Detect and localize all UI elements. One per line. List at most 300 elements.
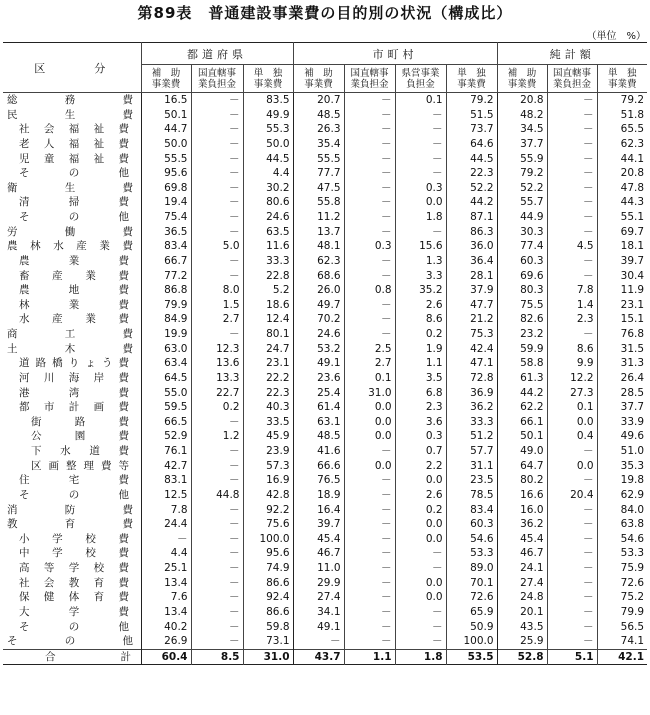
row-label-text: 農林水産業費 [7,240,133,253]
row-label [3,298,141,313]
table-cell: 1.8 [395,210,446,225]
table-cell: 82.6 [497,312,547,327]
table-cell: 6.8 [395,386,446,401]
table-cell: － [547,225,597,240]
table-row [3,371,647,386]
table-cell: 42.7 [141,459,191,474]
table-cell: 51.5 [446,108,497,123]
table-cell: 0.0 [395,195,446,210]
table-cell: 34.1 [293,605,344,620]
table-cell: 92.2 [243,503,293,518]
table-row [3,605,647,620]
table-cell: 83.4 [141,239,191,254]
table-cell: 44.8 [191,488,243,503]
table-cell: 29.9 [293,576,344,591]
table-cell: 0.4 [547,429,597,444]
table-cell: 2.7 [191,312,243,327]
table-row [3,517,647,532]
row-label-text: 住宅費 [19,474,129,487]
table-cell: 28.5 [597,386,647,401]
table-cell: 63.4 [141,356,191,371]
table-cell: 24.1 [497,561,547,576]
row-label [3,152,141,167]
table-cell: － [547,503,597,518]
table-cell: 48.2 [497,108,547,123]
table-cell: 64.7 [497,459,547,474]
table-cell: 92.4 [243,590,293,605]
table-cell: 44.9 [497,210,547,225]
row-label-text: 総務費 [7,94,133,106]
row-label-text: 都市計画費 [19,401,129,414]
table-cell: 57.3 [243,459,293,474]
row-label [3,546,141,561]
table-row [3,327,647,342]
table-cell: 49.6 [597,429,647,444]
table-row [3,459,647,474]
row-label [3,532,141,547]
table-cell: － [547,269,597,284]
table-cell: 8.0 [191,283,243,298]
row-label [3,517,141,532]
row-label [3,649,141,665]
row-label-text: 小学校費 [19,532,129,545]
table-cell: － [344,634,395,649]
table-cell: 75.4 [141,210,191,225]
table-cell: 70.1 [446,576,497,591]
table-cell: 44.1 [597,152,647,167]
table-cell: 19.9 [141,327,191,342]
table-cell: 1.3 [395,254,446,269]
table-cell: － [344,298,395,313]
data-table [3,42,647,665]
table-cell: 58.8 [497,356,547,371]
table-cell: 11.6 [243,239,293,254]
table-cell: － [547,444,597,459]
table-cell: 53.3 [446,546,497,561]
table-cell: 0.1 [395,93,446,108]
table-cell: 74.9 [243,561,293,576]
table-cell: 11.2 [293,210,344,225]
unit-note: （単位 %） [586,31,646,42]
table-cell: 44.5 [243,152,293,167]
table-cell: 11.9 [597,283,647,298]
table-row [3,181,647,196]
column-header-pref-0: 補 助 事業費 [141,65,191,93]
row-label-text: 民生費 [7,108,133,121]
table-cell: 79.9 [141,298,191,313]
table-cell: 49.1 [293,620,344,635]
table-cell: 55.0 [141,386,191,401]
row-label [3,400,141,415]
row-label [3,122,141,137]
table-cell: 66.5 [141,415,191,430]
table-cell: 2.3 [547,312,597,327]
table-cell: － [191,415,243,430]
table-cell: － [344,166,395,181]
table-cell: 55.5 [141,152,191,167]
table-cell: 11.0 [293,561,344,576]
table-cell: 0.0 [547,415,597,430]
table-cell: 35.3 [597,459,647,474]
table-cell: － [191,254,243,269]
table-cell: 0.0 [344,459,395,474]
table-cell: 15.6 [395,239,446,254]
table-cell: 66.1 [497,415,547,430]
table-cell: 45.4 [293,532,344,547]
table-cell: 31.5 [597,342,647,357]
row-label-text: 大学費 [19,605,129,618]
column-header-muni-0: 補 助 事業費 [293,65,344,93]
row-label-text: その他 [19,167,129,180]
table-cell: 22.7 [191,386,243,401]
table-cell: 5.2 [243,283,293,298]
table-cell: 2.6 [395,488,446,503]
row-label [3,356,141,371]
table-row [3,532,647,547]
table-cell: － [344,210,395,225]
table-cell: 2.6 [395,298,446,313]
row-label [3,327,141,342]
table-cell: 51.8 [597,108,647,123]
table-cell: 18.9 [293,488,344,503]
column-header-muni-1: 国直轄事 業負担金 [344,65,395,93]
table-cell: － [344,195,395,210]
table-cell: 40.2 [141,620,191,635]
table-cell: 0.7 [395,444,446,459]
table-cell: 65.5 [597,122,647,137]
table-cell: － [191,93,243,108]
row-label-text: 道路橋りょう費 [19,357,129,370]
row-label-text: その他 [7,635,133,648]
table-cell: － [344,152,395,167]
table-cell: 78.5 [446,488,497,503]
table-cell: 39.7 [293,517,344,532]
table-row [3,122,647,137]
table-cell: － [344,605,395,620]
table-row [3,576,647,591]
row-label [3,620,141,635]
table-cell: 44.5 [446,152,497,167]
row-label [3,342,141,357]
table-cell: 51.2 [446,429,497,444]
table-cell: － [344,181,395,196]
table-cell: 47.7 [446,298,497,313]
table-cell: － [547,590,597,605]
table-cell: － [191,152,243,167]
table-cell: 35.2 [395,283,446,298]
table-cell: 7.8 [547,283,597,298]
table-cell: 47.5 [293,181,344,196]
table-row [3,166,647,181]
table-cell: 3.6 [395,415,446,430]
table-cell: － [395,108,446,123]
table-cell: 27.3 [547,386,597,401]
column-header-net-2: 単 独 事業費 [597,65,647,93]
table-cell: － [547,195,597,210]
table-cell: － [547,122,597,137]
row-label [3,93,141,108]
table-row [3,488,647,503]
table-row [3,634,647,649]
table-cell: － [191,269,243,284]
table-cell: 41.6 [293,444,344,459]
table-cell: 0.0 [547,459,597,474]
table-cell: － [191,459,243,474]
column-header-pref-1: 国直轄事 業負担金 [191,65,243,93]
table-cell: － [191,473,243,488]
table-cell: － [191,605,243,620]
table-cell: 8.6 [395,312,446,327]
table-row [3,195,647,210]
table-cell: 45.4 [497,532,547,547]
table-cell: 43.5 [497,620,547,635]
table-cell: 0.0 [395,473,446,488]
table-cell: 0.3 [395,181,446,196]
table-cell: － [344,488,395,503]
table-cell: 16.9 [243,473,293,488]
table-cell: － [547,605,597,620]
table-cell: － [344,254,395,269]
table-cell: － [395,634,446,649]
table-row [3,254,647,269]
table-cell: － [191,195,243,210]
table-cell: 50.0 [141,137,191,152]
table-row [3,415,647,430]
table-cell: 33.5 [243,415,293,430]
table-cell: 75.3 [446,327,497,342]
table-cell: 0.0 [395,590,446,605]
table-cell: 80.1 [243,327,293,342]
table-cell: － [395,605,446,620]
table-cell: 22.3 [446,166,497,181]
table-cell: 45.9 [243,429,293,444]
table-cell: 35.4 [293,137,344,152]
row-label-text: 林業費 [19,298,129,311]
table-cell: 76.5 [293,473,344,488]
table-cell: 59.9 [497,342,547,357]
table-cell: 24.4 [141,517,191,532]
table-cell: 42.1 [597,649,647,665]
table-cell: － [344,546,395,561]
table-cell: 36.2 [446,400,497,415]
row-label [3,210,141,225]
table-cell: 0.2 [395,503,446,518]
table-cell: 46.7 [497,546,547,561]
table-cell: 59.8 [243,620,293,635]
table-cell: 4.4 [243,166,293,181]
table-cell: 13.4 [141,605,191,620]
table-cell: 49.9 [243,108,293,123]
row-label-text: 公園費 [31,430,129,443]
table-cell: 23.2 [497,327,547,342]
table-cell: 33.3 [243,254,293,269]
row-label-text: 土木費 [7,342,133,355]
row-label-text: 清掃費 [19,196,129,209]
table-cell: － [344,620,395,635]
table-cell: 50.9 [446,620,497,635]
table-cell: － [547,517,597,532]
table-row [3,473,647,488]
table-cell: 52.9 [141,429,191,444]
table-cell: 52.2 [446,181,497,196]
table-cell: － [191,590,243,605]
row-label [3,415,141,430]
table-cell: 61.3 [497,371,547,386]
table-cell: 80.6 [243,195,293,210]
row-label [3,459,141,474]
table-cell: 37.9 [446,283,497,298]
table-cell: － [395,620,446,635]
table-cell: 48.1 [293,239,344,254]
table-cell: 84.9 [141,312,191,327]
table-cell: 55.9 [497,152,547,167]
row-label-text: 労働費 [7,225,133,238]
table-cell: 53.2 [293,342,344,357]
table-cell: 77.2 [141,269,191,284]
row-label [3,386,141,401]
table-cell: 79.9 [597,605,647,620]
row-label [3,371,141,386]
row-label-text: 街路費 [31,415,129,428]
table-cell: 42.4 [446,342,497,357]
table-cell: 13.4 [141,576,191,591]
table-cell: 55.8 [293,195,344,210]
table-cell: － [395,122,446,137]
table-cell: 62.3 [597,137,647,152]
table-cell: 59.5 [141,400,191,415]
table-cell: 49.7 [293,298,344,313]
table-cell: － [344,269,395,284]
table-cell: 44.2 [497,386,547,401]
table-cell: 5.0 [191,239,243,254]
table-cell: － [395,225,446,240]
table-cell: － [141,532,191,547]
table-cell: 36.0 [446,239,497,254]
row-label [3,137,141,152]
table-cell: 22.3 [243,386,293,401]
table-cell: 12.3 [191,342,243,357]
table-cell: 9.9 [547,356,597,371]
table-cell: 55.5 [293,152,344,167]
table-cell: 30.3 [497,225,547,240]
table-cell: 84.0 [597,503,647,518]
row-label [3,561,141,576]
row-label [3,312,141,327]
table-cell: 60.3 [446,517,497,532]
table-cell: 27.4 [497,576,547,591]
table-cell: － [547,166,597,181]
row-label-text: 農地費 [19,284,129,297]
table-cell: － [395,546,446,561]
table-row [3,312,647,327]
table-cell: － [344,532,395,547]
table-row [3,239,647,254]
table-cell: 1.4 [547,298,597,313]
table-cell: 79.2 [497,166,547,181]
table-row [3,561,647,576]
table-cell: 4.4 [141,546,191,561]
table-cell: 22.2 [243,371,293,386]
table-cell: 5.1 [547,649,597,665]
table-cell: 64.5 [141,371,191,386]
table-cell: 21.2 [446,312,497,327]
table-cell: 26.3 [293,122,344,137]
table-cell: 16.5 [141,93,191,108]
table-cell: － [547,254,597,269]
table-cell: 37.7 [497,137,547,152]
table-row [3,444,647,459]
table-cell: 3.5 [395,371,446,386]
table-cell: 24.8 [497,590,547,605]
row-label-text: 社会福祉費 [19,123,129,136]
table-cell: 76.1 [141,444,191,459]
table-cell: 36.2 [497,517,547,532]
row-label [3,166,141,181]
table-cell: 23.1 [597,298,647,313]
table-cell: 52.2 [497,181,547,196]
table-cell: 2.7 [344,356,395,371]
table-cell: 47.8 [597,181,647,196]
table-cell: 12.5 [141,488,191,503]
table-cell: － [191,210,243,225]
table-cell: 16.6 [497,488,547,503]
table-cell: 100.0 [446,634,497,649]
table-cell: 8.5 [191,649,243,665]
table-row [3,342,647,357]
table-cell: 12.2 [547,371,597,386]
table-cell: 69.7 [597,225,647,240]
row-label-text: 商工費 [7,328,133,340]
table-cell: 80.2 [497,473,547,488]
table-cell: 44.2 [446,195,497,210]
table-cell: － [547,576,597,591]
table-cell: 8.6 [547,342,597,357]
table-cell: － [547,210,597,225]
table-cell: 64.6 [446,137,497,152]
row-label [3,108,141,123]
row-label [3,269,141,284]
table-cell: 13.7 [293,225,344,240]
table-cell: 69.8 [141,181,191,196]
table-cell: － [191,634,243,649]
table-cell: － [344,503,395,518]
table-cell: 0.8 [344,283,395,298]
table-cell: 54.6 [446,532,497,547]
table-cell: 63.1 [293,415,344,430]
row-label [3,444,141,459]
table-cell: － [191,444,243,459]
table-cell: 69.6 [497,269,547,284]
row-label-text: 児童福祉費 [19,152,129,165]
table-cell: 42.8 [243,488,293,503]
table-cell: 20.4 [547,488,597,503]
column-header-net-0: 補 助 事業費 [497,65,547,93]
table-cell: 77.4 [497,239,547,254]
table-cell: 100.0 [243,532,293,547]
table-cell: － [547,561,597,576]
table-cell: 54.6 [597,532,647,547]
table-cell: － [344,327,395,342]
table-cell: 0.3 [344,239,395,254]
table-cell: 23.6 [293,371,344,386]
row-label-text: 下水道費 [31,445,129,457]
table-cell: 63.0 [141,342,191,357]
table-cell: 46.7 [293,546,344,561]
row-label-text: 区画整理費等 [31,459,129,472]
table-cell: － [547,93,597,108]
table-cell: － [191,327,243,342]
row-label-text: その他 [19,211,129,223]
